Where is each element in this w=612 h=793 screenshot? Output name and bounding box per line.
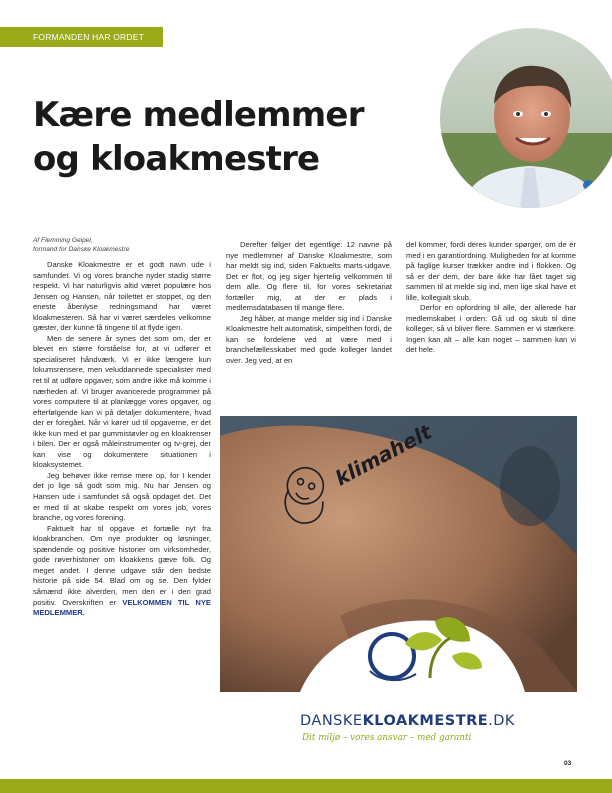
brand-logo-text: [300, 713, 515, 729]
article-column-2: [226, 240, 392, 367]
logo-part-1: DANSKE: [300, 713, 363, 729]
paragraph: Men de senere år synes det som om, der er blevet en større forståelse for, at vi udfører et specialiseret håndværk. Vi er ikke længere kun lokumsrensere, men veluddannede specialister med ret til at udføre opgaver, som andre ikke må komme i nærheden af. Vi bruger avancerede programmer på vores computere til at planlægge vores opgaver, og efterfølgende kan vi på detaljer dokumentere, hvad der er foregået. Når vi kører ud til opgaverne, er det ikke kun med et par gummistøvler og en kloakrenser i bilen. Der er også måleinstrumenter og tv-grej, der kan vise og dokumentere situationen i kloaksystemet.: [33, 333, 211, 470]
welcome-headline: VELKOMMEN TIL NYE MEDLEMMER.: [33, 597, 211, 618]
footer-bar: [0, 779, 612, 793]
paragraph-text: Faktuelt har til opgave et fortælle nyt fra kloakbranchen. Om nye produkter og løsninger, spændende og positive historier om virksomheder, gode røverhistorier om kloakkens gæve folk. Og meget andet. I denne udgave står den bedste historie på side 54. Blad om og se. Den fylder såmænd ikke alverden, men den er i den grad positiv. Overskriften er: [33, 523, 211, 607]
section-label: FORMANDEN HAR ORDET: [0, 27, 163, 47]
tattoo-text: klimahelt: [331, 419, 436, 491]
paragraph: Derfor en opfordring til alle, der allerede har medlemskabet i orden: Gå ud og skub til dine kolleger, så vi bliver flere. Sammen er vi stærkere. Ingen kan alt – alle kan noget – sammen kan vi det hele.: [406, 303, 576, 355]
paragraph: Derefter følger det egentlige: 12 navne på nye medlemmer af Danske Kloakmestre, som har meldt sig ind, siden Faktuelts marts-udgave. Det er flot, og jeg siger hjertelig velkommen til dem alle. Og flere til, for vores sekretariat fortæller mig, at der er plads i medlemsdatabasen til mange flere.: [226, 240, 392, 313]
paragraph: Danske Kloakmestre er et godt navn ude i samfundet. Vi og vores branche nyder stadig større respekt. Vi har naturligvis altid været populære hos Jensen og Hansen, når toilettet er stoppet, og den eneste åbenlyse redningsmand har været kloakmesteren. Så har vi været særdeles velkomne gæster, der kunne få tingene til at flyde igen.: [33, 260, 211, 333]
paragraph: Jeg behøver ikke remse mere op, for I kender det jo lige så godt som mig. Nu har Jensen og Hansen ude i samfundet så også opdaget det. Det er med til at skabe respekt om vores job, vores branche, og vores forening.: [33, 470, 211, 523]
byline: [33, 236, 211, 254]
byline-role: formand for Danske Kloakmestre: [33, 246, 130, 253]
paragraph: del kommer, fordi deres kunder spørger, om de er med i en garantiordning. Muligheden for at komme på faglige kurser trækker andre ind i flokken. Og så er der dem, der bare ikke har fået taget sig sammen til at melde sig ind, men lige skal have et lille, kollegialt skub.: [406, 240, 576, 302]
article-column-3: [406, 240, 576, 356]
logo-part-2: KLOAKMESTRE: [362, 713, 489, 729]
tattoo-arm-photo: [220, 416, 577, 692]
byline-author: Af Flemming Geipel,: [33, 237, 93, 244]
page-number: 03: [564, 760, 572, 767]
chairman-portrait: [440, 28, 612, 208]
page-title: [33, 93, 364, 181]
logo-part-3: .DK: [488, 713, 515, 729]
title-line-1: Kære medlemmer: [33, 95, 364, 135]
paragraph: [33, 524, 211, 619]
brand-slogan: Dit miljø – vores ansvar – med garanti: [302, 733, 472, 743]
article-column-1: [33, 236, 211, 619]
title-line-2: og kloakmestre: [33, 139, 320, 179]
paragraph: Jeg håber, at mange melder sig ind i Danske Kloakmestre helt automatisk, simpelthen fordi, de kan se fordelene ved at være med i branchefællesskabet med gode kolleger landet over. Jeg ved, at en: [226, 313, 392, 366]
